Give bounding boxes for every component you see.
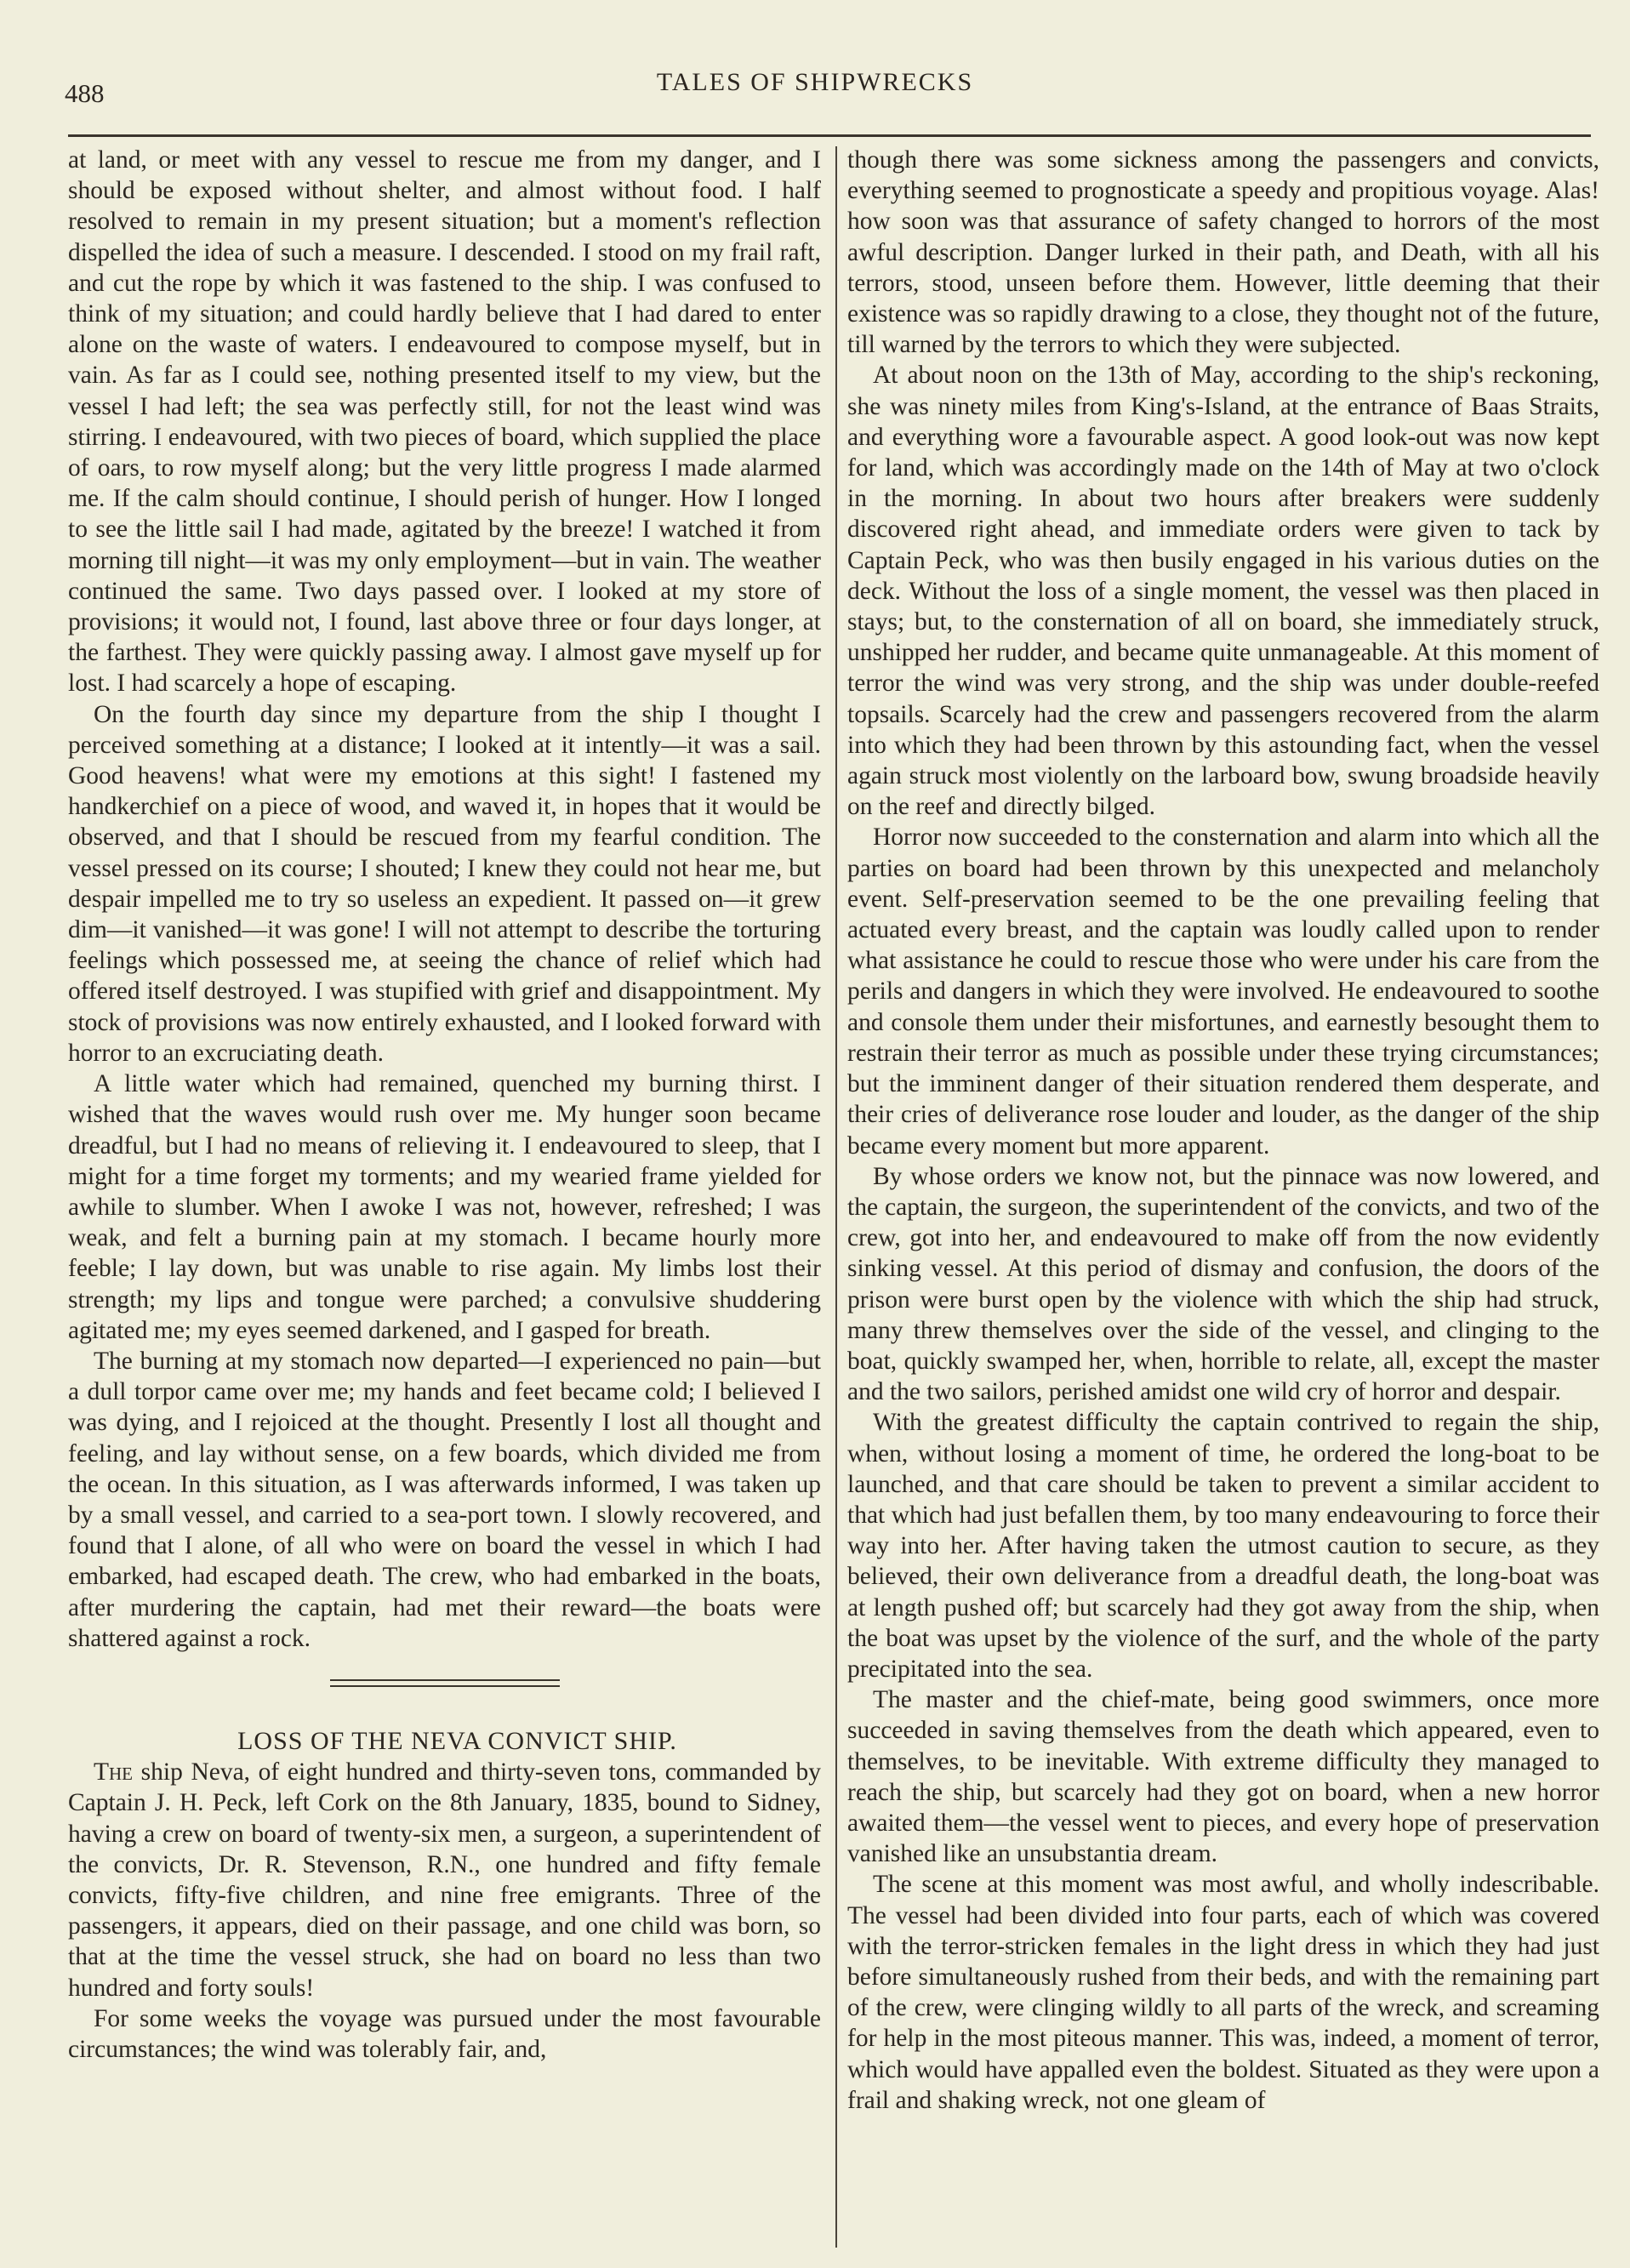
paragraph: The scene at this moment was most awful, and wholly indescribable. The vessel had been divided into four parts, each of which was covered with the terror-stricken females in the light dress in which they had just before simultaneously rushed from their beds, and with the remaining part of the crew, were clinging wildly to all parts of the wreck, and screaming for help in the most piteous manner. This was, indeed, a moment of terror, which would have appalled even the boldest. Situated as they were upon a frail and shaking wreck, not one gleam of — [847, 1871, 1599, 2114]
paragraph: On the fourth day since my departure from the ship I thought I perceived something at a distance; I looked at it intently—it was a sail. Good heavens! what were my emotions at this sight! I fastened my handkerchief on a piece of wood, and waved it, in hopes that it would be observed, and that I should be rescued from my fearful condition. The vessel pressed on its course; I shouted; I knew they could not hear me, but despair impelled me to try so useless an expedient. It passed on—it grew dim—it vanished—it was gone! I will not attempt to describe the torturing feelings which possessed me, at seeing the chance of relief which had offered itself destroyed. I was stupified with grief and disappointment. My stock of provisions was now entirely exhausted, and I looked forward with horror to an excruciating death. — [68, 700, 821, 1067]
header-rule — [68, 134, 1591, 137]
paragraph: at land, or meet with any vessel to rescue me from my danger, and I should be exposed without shelter, and almost without food. I half resolved to remain in my present situation; but a moment's reflection dispelled the idea of such a measure. I descended. I stood on my frail raft, and cut the rope by which it was fastened to the ship. I was confused to think of my situation; and could hardly believe that I had dared to enter alone on the waste of waters. I endeavoured to compose myself, but in vain. As far as I could see, nothing presented itself to my view, but the vessel I had left; the sea was perfectly still, for not the least wind was stirring. I endeavoured, with two pieces of board, which supplied the place of oars, to row myself along; but the very little progress I made alarmed me. If the calm should continue, I should perish of hunger. How I longed to see the little sail I had made, agitated by the breeze! I watched it from morning till night—it was my only employment—but in vain. The weather continued the same. Two days passed over. I looked at my store of provisions; it would not, I found, last above three or four days longer, at the farthest. They were quickly passing away. I almost gave myself up for lost. I had scarcely a hope of escaping. — [68, 146, 821, 698]
paragraph: though there was some sickness among the passengers and convicts, everything seemed to prognosticate a speedy and propitious voyage. Alas! how soon was that assurance of safety changed to horrors of the most awful description. Danger lurked in their path, and Death, with all his terrors, stood, unseen before them. However, little deeming that their existence was so rapidly drawing to a close, they thought not of the future, till warned by the terrors to which they were subjected. — [847, 146, 1599, 359]
column-divider — [835, 146, 837, 2248]
paragraph: The burning at my stomach now departed—I experienced no pain—but a dull torpor came over me; my hands and feet became cold; I believed I was dying, and I rejoiced at the thought. Presently I lost all thought and feeling, and lay without sense, on a few boards, which divided me from the ocean. In this situation, as I was afterwards informed, I was taken up by a small vessel, and carried to a sea-port town. I slowly recovered, and found that I alone, of all who were on board the vessel in which I had embarked, had escaped death. The crew, who had embarked in the boats, after murdering the captain, had met their reward—the boats were shattered against a rock. — [68, 1347, 821, 1652]
left-column — [68, 145, 821, 2065]
paragraph: With the greatest difficulty the captain contrived to regain the ship, when, without losing a moment of time, he ordered the long-boat to be launched, and that care should be taken to prevent a similar accident to that which had just befallen them, by too many endeavouring to force their way into her. After having taken the utmost caution to secure, as they believed, their own deliverance from a dreadful death, the long-boat was at length pushed off; but scarcely had they got away from the ship, when the boat was upset by the violence of the surf, and the whole of the party precipitated into the sea. — [847, 1409, 1599, 1683]
paragraph-text: ship Neva, of eight hundred and thirty-seven tons, commanded by Captain J. H. Peck, left Cork on the 8th January, 1835, bound to Sidney, having a crew on board of twenty-six men, a surgeon, a superintendent of the convicts, Dr. R. Stevenson, R.N., one hundred and fifty female convicts, fifty-five children, and nine free emigrants. Three of the passengers, it appears, died on their passage, and one child was born, so that at the time the vessel struck, she had on board no less than two hundred and forty souls! — [68, 1758, 821, 2002]
section-separator-rule — [330, 1679, 560, 1687]
section-heading: LOSS OF THE NEVA CONVICT SHIP. — [237, 1726, 677, 1755]
paragraph: By whose orders we know not, but the pinnace was now lowered, and the captain, the surgeon, the superintendent of the convicts, and two of the crew, got into her, and endeavoured to make off from the now evidently sinking vessel. At this period of dismay and confusion, the doors of the prison were burst open by the violence with which the ship had struck, many threw themselves over the side of the vessel, and clinging to the boat, quickly swamped her, when, horrible to relate, all, except the master and the two sailors, perished amidst one wild cry of horror and despair. — [847, 1162, 1599, 1406]
running-title: TALES OF SHIPWRECKS — [656, 68, 974, 96]
page-number: 488 — [65, 78, 105, 108]
paragraph: Horror now succeeded to the consternation and alarm into which all the parties on board had been thrown by this unexpected and melancholy event. Self-preservation seemed to be the one prevailing feeling that actuated every breast, and the captain was loudly called upon to render what assistance he could to rescue those who were under his care from the perils and dangers in which they were involved. He endeavoured to soothe and console them under their misfortunes, and earnestly besought them to restrain their terror as much as possible under these trying circumstances; but the imminent danger of their situation rendered them desperate, and their cries of deliverance rose louder and louder, as the danger of the ship became every moment but more apparent. — [847, 823, 1599, 1160]
right-column — [847, 145, 1599, 2116]
paragraph: At about noon on the 13th of May, according to the ship's reckoning, she was ninety miles from King's-Island, at the entrance of Baas Straits, and everything wore a favourable aspect. A good look-out was now kept for land, which was accordingly made on the 14th of May at two o'clock in the morning. In about two hours after breakers were suddenly discovered right ahead, and immediate orders were given to tack by Captain Peck, who was then busily engaged in his various duties on the deck. Without the loss of a single moment, the vessel was then placed in stays; but, to the consternation of all on board, she immediately struck, unshipped her rudder, and became quite unmanageable. At this moment of terror the wind was very strong, and the ship was under double-reefed topsails. Scarcely had the crew and passengers recovered from the alarm into which they had been thrown by this astounding fact, when the vessel again struck most violently on the larboard bow, swung broadside heavily on the reef and directly bilged. — [847, 362, 1599, 821]
paragraph: For some weeks the voyage was pursued under the most favourable circumstances; the wind was tolerably fair, and, — [68, 2004, 821, 2063]
paragraph: The master and the chief-mate, being good swimmers, once more succeeded in saving themselves from the death which appeared, even to themselves, to be inevitable. With extreme difficulty they managed to reach the ship, but scarcely had they got on board, when a new horror awaited them—the vessel went to pieces, and every hope of preservation vanished like an unsubstantia dream. — [847, 1686, 1599, 1868]
paragraph: A little water which had remained, quenched my burning thirst. I wished that the waves would rush over me. My hunger soon became dreadful, but I had no means of relieving it. I endeavoured to sleep, that I might for a time forget my torments; and my wearied frame yielded for awhile to slumber. When I awoke I was not, however, refreshed; I was weak, and felt a burning pain at my stomach. I became hourly more feeble; I lay down, but was unable to rise again. My limbs lost their strength; my lips and tongue were parched; a convulsive shuddering agitated me; my eyes seemed darkened, and I gasped for breath. — [68, 1070, 821, 1344]
lead-word: The — [94, 1758, 134, 1786]
paragraph — [68, 1757, 821, 2003]
